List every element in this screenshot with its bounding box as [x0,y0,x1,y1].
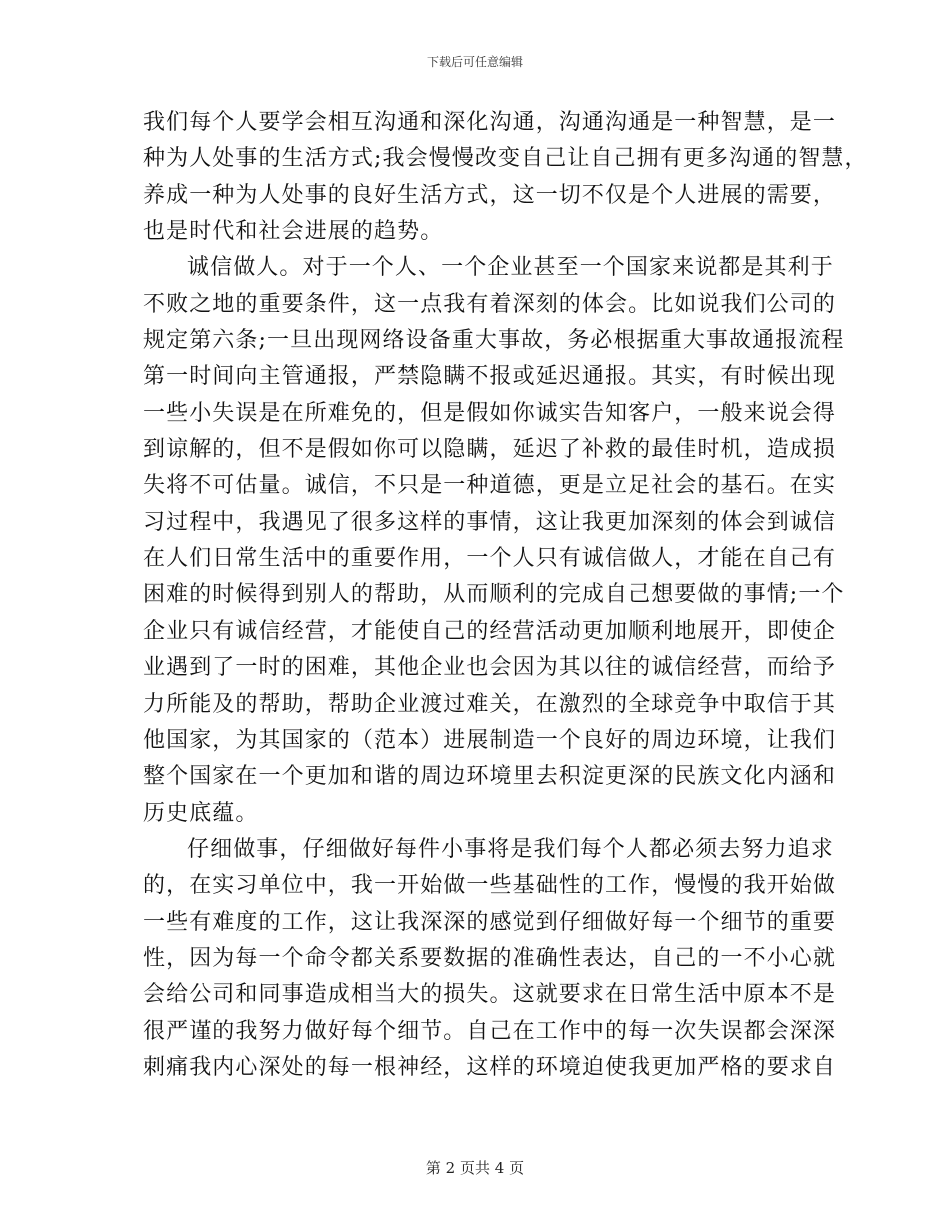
text-line: 在人们日常生活中的重要作用，一个人只有诚信做人，才能在自己有 [143,546,837,572]
text-line: 会给公司和同事造成相当大的损失。这就要求在日常生活中原本不是 [143,982,837,1008]
text-line: 整个国家在一个更加和谐的周边环境里去积淀更深的民族文化内涵和 [143,764,837,790]
paragraph-start-line: 仔细做事，仔细做好每件小事将是我们每个人都必须去努力追求 [187,836,834,862]
text-line: 不败之地的重要条件，这一点我有着深刻的体会。比如说我们公司的 [143,291,837,317]
text-line: 我们每个人要学会相互沟通和深化沟通，沟通沟通是一种智慧，是一 [143,110,837,135]
paragraph-start-line: 诚信做人。对于一个人、一个企业甚至一个国家来说都是其利于 [187,255,834,281]
text-line: 困难的时候得到别人的帮助，从而顺利的完成自己想要做的事情;一个 [143,582,845,608]
text-line: 第一时间向主管通报，严禁隐瞒不报或延迟通报。其实，有时候出现 [143,364,837,390]
text-line: 的，在实习单位中，我一开始做一些基础性的工作，慢慢的我开始做 [143,873,837,899]
text-line: 很严谨的我努力做好每个细节。自己在工作中的每一次失误都会深深 [143,1018,837,1044]
text-line: 业遇到了一时的困难，其他企业也会因为其以往的诚信经营，而给予 [143,655,837,681]
text-line: 种为人处事的生活方式;我会慢慢改变自己让自己拥有更多沟通的智慧， [143,146,868,172]
text-line: 一些有难度的工作，这让我深深的感觉到仔细做好每一个细节的重要 [143,909,837,935]
text-line: 养成一种为人处事的良好生活方式，这一切不仅是个人进展的需要， [143,182,837,208]
text-line: 到谅解的，但不是假如你可以隐瞒，延迟了补救的最佳时机，造成损 [143,437,837,463]
text-line: 刺痛我内心深处的每一根神经，这样的环境迫使我更加严格的要求自 [143,1054,837,1080]
text-line: 失将不可估量。诚信，不只是一种道德，更是立足社会的基石。在实 [143,473,837,499]
text-line: 一些小失误是在所难免的，但是假如你诚实告知客户，一般来说会得 [143,400,837,426]
text-line: 历史底蕴。 [143,800,259,826]
text-line: 规定第六条;一旦出现网络设备重大事故，务必根据重大事故通报流程 [143,328,845,354]
document-body [143,105,868,1086]
text-line: 习过程中，我遇见了很多这样的事情，这让我更加深刻的体会到诚信 [143,509,837,535]
text-line: 企业只有诚信经营，才能使自己的经营活动更加顺利地展开，即使企 [143,618,837,644]
text-line: 力所能及的帮助，帮助企业渡过难关，在激烈的全球竞争中取信于其 [143,691,837,717]
page-header: 下载后可任意编辑 [426,55,523,69]
page-footer: 第 2 页共 4 页 [425,1159,525,1177]
text-line: 也是时代和社会进展的趋势。 [143,219,444,245]
text-line: 他国家，为其国家的（范本）进展制造一个良好的周边环境，让我们 [143,727,837,753]
text-line: 性，因为每一个命令都关系要数据的准确性表达，自己的一不小心就 [143,945,837,971]
